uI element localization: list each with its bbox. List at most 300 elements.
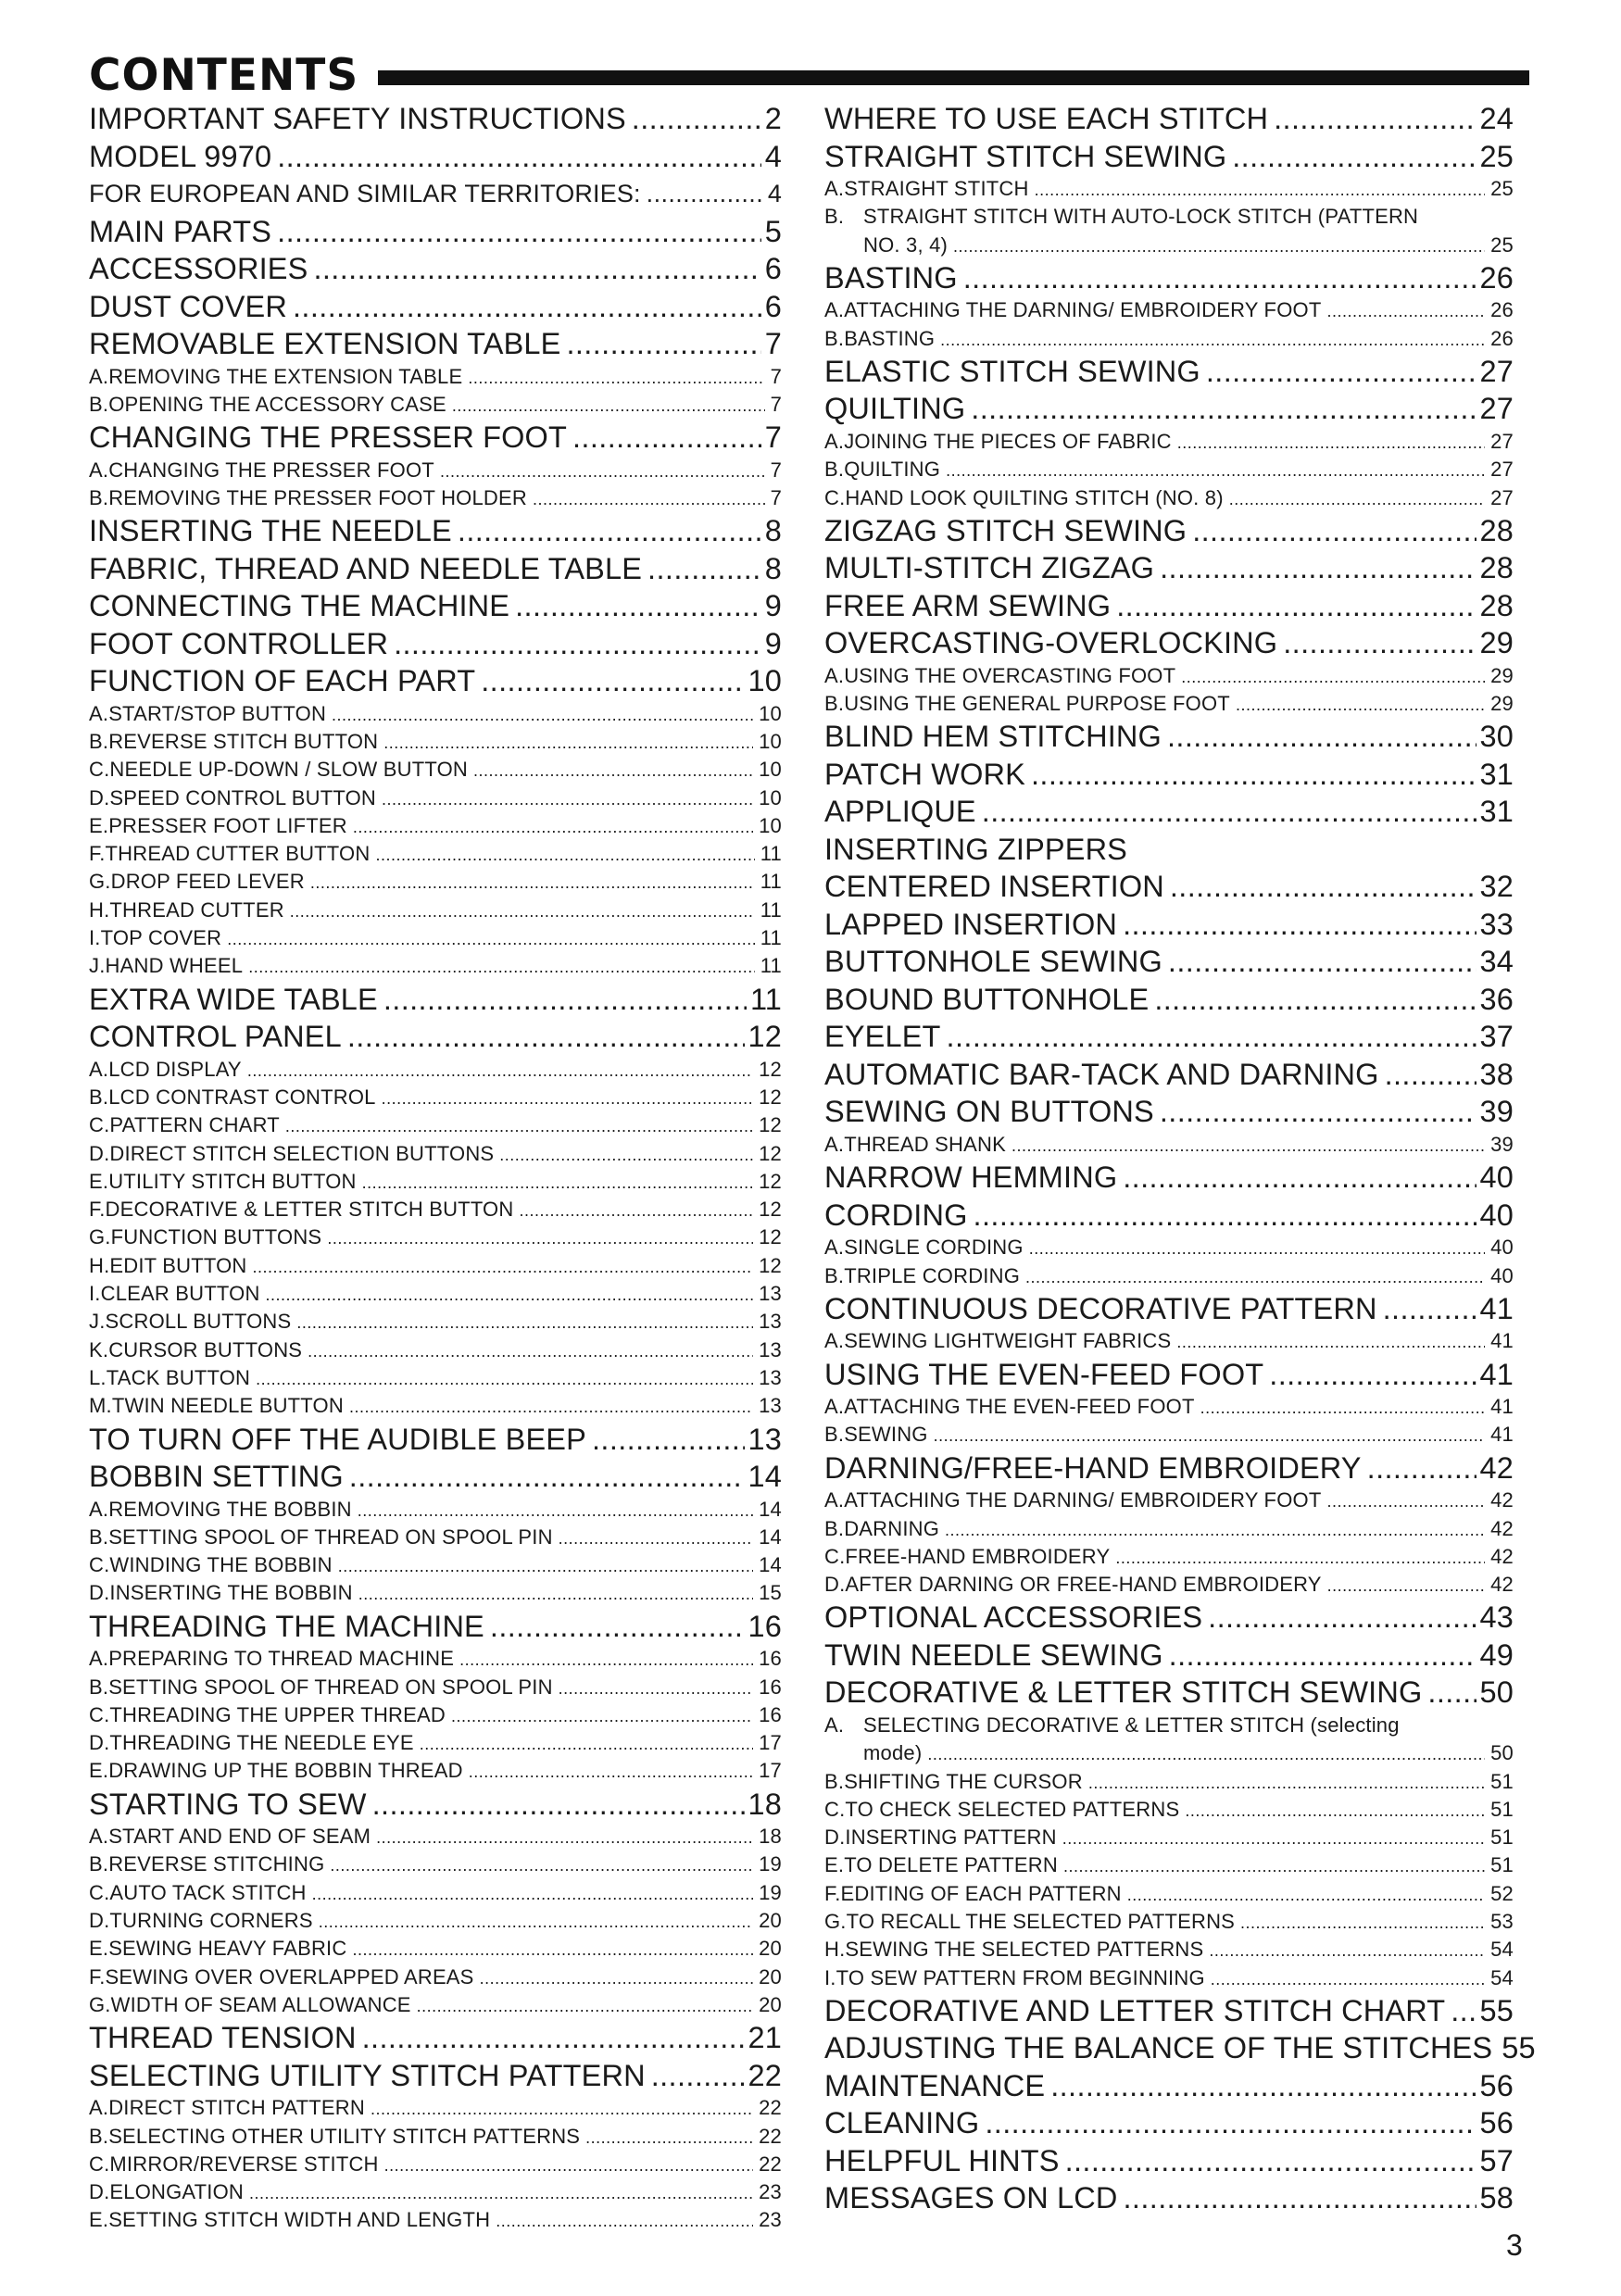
toc-subentry xyxy=(89,868,782,896)
dot-leader xyxy=(1169,1637,1476,1675)
toc-subentry-page: 13 xyxy=(759,1310,782,1334)
dot-leader xyxy=(458,512,761,550)
toc-subentry-letter: D. xyxy=(89,1581,110,1605)
dot-leader xyxy=(452,392,765,420)
toc-subentry-label: START AND END OF SEAM xyxy=(108,1825,371,1849)
dot-leader xyxy=(1192,512,1476,550)
dot-leader xyxy=(1274,100,1476,138)
dot-leader xyxy=(1367,1449,1476,1487)
dot-leader xyxy=(312,1880,753,1908)
dot-leader xyxy=(252,1253,753,1281)
dot-leader xyxy=(319,1908,753,1936)
toc-subentry-label: WINDING THE BOBBIN xyxy=(109,1553,333,1577)
toc-subentry-page: 42 xyxy=(1490,1573,1514,1597)
dot-leader xyxy=(1031,756,1476,794)
toc-subentry xyxy=(89,1056,782,1084)
dot-leader xyxy=(290,897,755,925)
toc-subentry xyxy=(89,1084,782,1111)
toc-right-column xyxy=(824,100,1536,2217)
toc-subentry-label: TO SEW PATTERN FROM BEGINNING xyxy=(836,1965,1205,1989)
toc-subentry-page: 27 xyxy=(1490,485,1514,509)
toc-subentry-page: 20 xyxy=(759,1992,782,2016)
toc-subentry-page: 7 xyxy=(770,392,782,416)
toc-entry-page: 33 xyxy=(1479,907,1514,941)
toc-subentry xyxy=(824,1936,1514,1964)
toc-entry-page: 21 xyxy=(748,2021,782,2055)
toc-entry xyxy=(824,512,1514,550)
toc-subentry-label: REMOVING THE BOBBIN xyxy=(108,1497,352,1521)
toc-subentry-label: THREAD CUTTER BUTTON xyxy=(105,842,371,866)
dot-leader xyxy=(308,1337,753,1365)
toc-subentry-letter: A. xyxy=(824,298,845,322)
toc-subentry-label: DECORATIVE & LETTER STITCH BUTTON xyxy=(105,1198,514,1222)
toc-subentry-page: 12 xyxy=(759,1141,782,1165)
toc-subentry-label: FUNCTION BUTTONS xyxy=(110,1225,322,1249)
toc-subentry-page: 11 xyxy=(760,954,782,978)
toc-entry-page: 41 xyxy=(1479,1291,1514,1325)
toc-entry-page: 5 xyxy=(764,214,782,248)
dot-leader xyxy=(266,1281,754,1309)
toc-subentry-label: REMOVING THE EXTENSION TABLE xyxy=(108,364,463,388)
dot-leader xyxy=(1283,624,1476,662)
toc-subentry-page: 42 xyxy=(1490,1516,1514,1540)
toc-subentry-letter: C. xyxy=(89,2152,110,2176)
toc-subentry-page: 40 xyxy=(1490,1236,1514,1260)
toc-entry xyxy=(824,831,1514,869)
toc-subentry-label: START/STOP BUTTON xyxy=(108,701,327,725)
toc-subentry-page: 13 xyxy=(759,1282,782,1306)
dot-leader xyxy=(1208,1599,1476,1637)
toc-subentry-letter: A. xyxy=(824,177,845,200)
toc-entry-page: 55 xyxy=(1479,1993,1514,2027)
toc-entry-label: BASTING xyxy=(824,260,958,295)
toc-subentry-letter: B. xyxy=(824,692,845,716)
page-header xyxy=(89,48,1529,104)
toc-subentry-letter: B. xyxy=(89,2124,109,2148)
dot-leader xyxy=(1050,2067,1476,2105)
dot-leader xyxy=(934,1422,1486,1449)
toc-subentry-label: NEEDLE UP-DOWN / SLOW BUTTON xyxy=(109,758,468,782)
title-rule xyxy=(378,70,1529,85)
toc-subentry-label: REVERSE STITCHING xyxy=(108,1852,325,1876)
toc-entry-label: BLIND HEM STITCHING xyxy=(824,720,1162,754)
toc-subentry xyxy=(89,1336,782,1364)
toc-entry xyxy=(824,1674,1514,1712)
toc-subentry-letter: L. xyxy=(89,1365,107,1389)
dot-leader xyxy=(927,1740,1485,1768)
toc-entry-page: 39 xyxy=(1479,1095,1514,1129)
toc-subentry-label: DIRECT STITCH SELECTION BUTTONS xyxy=(109,1141,495,1165)
toc-subentry-letter: J. xyxy=(89,954,106,978)
toc-entry-label: HELPFUL HINTS xyxy=(824,2143,1060,2177)
dot-leader xyxy=(248,953,755,981)
toc-entry xyxy=(89,2019,782,2057)
dot-leader xyxy=(349,1458,745,1496)
toc-subentry-letter: D. xyxy=(824,1573,846,1597)
toc-subentry-label: TO CHECK SELECTED PATTERNS xyxy=(845,1797,1180,1821)
toc-subentry-letter: F. xyxy=(89,1198,106,1222)
toc-entry-page: 9 xyxy=(764,589,782,623)
toc-subentry-letter: E. xyxy=(89,813,109,837)
dot-leader xyxy=(572,419,761,457)
toc-subentry xyxy=(824,1712,1514,1768)
toc-entry xyxy=(89,250,782,288)
toc-subentry-page: 14 xyxy=(759,1497,782,1521)
toc-subentry-letter: E. xyxy=(824,1853,845,1877)
toc-subentry-label-cont: mode) xyxy=(863,1741,923,1765)
toc-entry xyxy=(824,138,1514,176)
toc-subentry-page: 13 xyxy=(759,1365,782,1389)
toc-subentry xyxy=(89,1140,782,1168)
toc-subentry xyxy=(89,924,782,952)
toc-entry-page: 18 xyxy=(748,1787,782,1821)
toc-subentry-page: 41 xyxy=(1490,1423,1514,1447)
toc-subentry-page: 14 xyxy=(759,1524,782,1549)
toc-subentry-line xyxy=(824,203,1514,231)
dot-leader xyxy=(1124,2179,1476,2217)
toc-subentry xyxy=(824,1824,1514,1851)
toc-subentry-label: SEWING THE SELECTED PATTERNS xyxy=(845,1938,1204,1962)
toc-entry-label: SELECTING UTILITY STITCH PATTERN xyxy=(89,2058,646,2092)
dot-leader xyxy=(1327,1572,1485,1600)
toc-entry xyxy=(89,288,782,326)
toc-subentry xyxy=(89,840,782,868)
toc-subentry xyxy=(824,296,1514,324)
toc-entry-page: 28 xyxy=(1479,551,1514,585)
toc-subentry-page: 12 xyxy=(759,1085,782,1109)
toc-entry-page: 26 xyxy=(1479,260,1514,295)
toc-subentry-label: DRAWING UP THE BOBBIN THREAD xyxy=(108,1759,463,1783)
toc-entry-label: DECORATIVE & LETTER STITCH SEWING xyxy=(824,1675,1423,1710)
toc-subentry-letter: H. xyxy=(824,1938,846,1962)
toc-entry-label: EXTRA WIDE TABLE xyxy=(89,982,378,1016)
toc-subentry-page: 50 xyxy=(1490,1741,1514,1765)
dot-leader xyxy=(277,213,761,251)
dot-leader xyxy=(1451,1992,1476,2030)
dot-leader xyxy=(1185,1797,1485,1825)
toc-entry-label: SEWING ON BUTTONS xyxy=(824,1095,1154,1129)
toc-subentry xyxy=(89,1392,782,1420)
toc-subentry-letter: B. xyxy=(89,485,109,509)
toc-subentry-page: 51 xyxy=(1490,1769,1514,1793)
toc-entry-page: 28 xyxy=(1479,513,1514,547)
toc-entry-label: STRAIGHT STITCH SEWING xyxy=(824,139,1227,173)
toc-subentry xyxy=(824,1880,1514,1908)
toc-subentry-page: 40 xyxy=(1490,1263,1514,1287)
toc-subentry-page: 27 xyxy=(1490,458,1514,482)
dot-leader xyxy=(647,550,761,588)
dot-leader xyxy=(383,981,747,1019)
toc-subentry xyxy=(824,1908,1514,1936)
toc-entry-label: USING THE EVEN-FEED FOOT xyxy=(824,1357,1264,1391)
toc-subentry-page: 42 xyxy=(1490,1544,1514,1568)
toc-entry-page: 8 xyxy=(764,551,782,585)
dot-leader xyxy=(1177,429,1485,457)
dot-leader xyxy=(592,1421,745,1459)
toc-subentry-label: UTILITY STITCH BUTTON xyxy=(108,1169,357,1193)
toc-entry xyxy=(824,353,1514,391)
toc-subentry-label: SHIFTING THE CURSOR xyxy=(844,1769,1083,1793)
toc-entry-page: 14 xyxy=(748,1460,782,1494)
toc-entry-page: 9 xyxy=(764,626,782,660)
toc-subentry xyxy=(824,1851,1514,1879)
toc-entry-page: 57 xyxy=(1479,2143,1514,2177)
dot-leader xyxy=(1385,1056,1476,1094)
toc-subentry xyxy=(89,1223,782,1251)
dot-leader xyxy=(1115,1544,1485,1572)
toc-subentry-letter: G. xyxy=(89,1992,111,2016)
toc-subentry-label: TO DELETE PATTERN xyxy=(844,1853,1058,1877)
toc-subentry-label: TWIN NEEDLE BUTTON xyxy=(111,1394,344,1418)
dot-leader xyxy=(1206,353,1476,391)
toc-entry-label: FOOT CONTROLLER xyxy=(89,626,389,660)
toc-subentry-page: 16 xyxy=(759,1702,782,1726)
toc-subentry-label: EDIT BUTTON xyxy=(109,1253,247,1277)
toc-subentry-page: 12 xyxy=(759,1113,782,1137)
toc-entry-label: BOBBIN SETTING xyxy=(89,1460,344,1494)
toc-subentry-letter: C. xyxy=(89,1553,110,1577)
toc-subentry-letter: D. xyxy=(89,1731,110,1755)
toc-subentry-label: BASTING xyxy=(844,326,936,350)
toc-entry xyxy=(89,2057,782,2095)
toc-subentry-page: 10 xyxy=(759,785,782,809)
toc-subentry-letter: A. xyxy=(89,2096,109,2120)
toc-entry-page: 11 xyxy=(749,982,782,1016)
toc-entry-label: MAINTENANCE xyxy=(824,2068,1046,2102)
toc-subentry-letter: K. xyxy=(89,1337,109,1361)
toc-subentry-label: LCD CONTRAST CONTROL xyxy=(108,1085,376,1109)
toc-subentry-label: QUILTING xyxy=(844,458,941,482)
toc-subentry xyxy=(89,2206,782,2234)
toc-entry-label: FOR EUROPEAN AND SIMILAR TERRITORIES: xyxy=(89,180,641,207)
toc-subentry-letter: B. xyxy=(89,392,109,416)
toc-entry-page: 56 xyxy=(1479,2106,1514,2140)
toc-entry-page: 25 xyxy=(1479,139,1514,173)
toc-entry xyxy=(89,662,782,700)
toc-subentry xyxy=(824,1131,1514,1159)
toc-entry xyxy=(824,259,1514,297)
toc-entry xyxy=(89,550,782,588)
toc-subentry xyxy=(89,700,782,728)
dot-leader xyxy=(1025,1263,1485,1291)
toc-subentry-letter: E. xyxy=(89,1759,109,1783)
toc-subentry xyxy=(89,1964,782,1991)
toc-entry xyxy=(89,1421,782,1459)
toc-entry-label: MODEL 9970 xyxy=(89,139,272,173)
toc-subentry-label: THREAD SHANK xyxy=(844,1132,1006,1156)
dot-leader xyxy=(376,1824,753,1851)
dot-leader xyxy=(1232,138,1476,176)
dot-leader xyxy=(362,1169,754,1197)
toc-entry-label: OPTIONAL ACCESSORIES xyxy=(824,1600,1203,1635)
toc-subentry xyxy=(824,1796,1514,1824)
toc-subentry-letter: C. xyxy=(824,485,846,509)
toc-subentry-page: 10 xyxy=(759,701,782,725)
toc-entry xyxy=(824,2067,1514,2105)
toc-subentry-page: 11 xyxy=(760,842,782,866)
toc-entry-page: 2 xyxy=(764,102,782,135)
dot-leader xyxy=(330,1851,753,1879)
toc-subentry xyxy=(89,756,782,784)
toc-subentry xyxy=(89,1551,782,1579)
toc-entry-page: 28 xyxy=(1479,588,1514,622)
toc-subentry-page: 20 xyxy=(759,1909,782,1933)
toc-subentry-label: SETTING STITCH WIDTH AND LENGTH xyxy=(108,2208,491,2232)
toc-entry-page: 13 xyxy=(748,1422,782,1456)
toc-subentry-letter: B. xyxy=(824,1263,845,1287)
toc-entry xyxy=(824,756,1514,794)
toc-entry xyxy=(89,175,782,213)
dot-leader xyxy=(559,1524,753,1552)
toc-entry xyxy=(824,1637,1514,1675)
toc-subentry-page: 20 xyxy=(759,1964,782,1989)
toc-entry-page: 24 xyxy=(1479,102,1514,135)
toc-subentry-letter: D. xyxy=(89,1141,110,1165)
toc-subentry xyxy=(89,1729,782,1757)
toc-subentry-label: AFTER DARNING OR FREE-HAND EMBROIDERY xyxy=(845,1573,1322,1597)
toc-subentry xyxy=(824,428,1514,456)
toc-subentry-label: LCD DISPLAY xyxy=(108,1057,242,1081)
toc-subentry-letter: A. xyxy=(89,701,109,725)
toc-subentry-page: 54 xyxy=(1490,1938,1514,1962)
toc-entry-page: 32 xyxy=(1479,870,1514,904)
toc-subentry-letter: A. xyxy=(89,458,109,482)
dot-leader xyxy=(1123,1159,1476,1197)
toc-subentry-letter: A. xyxy=(824,1488,845,1512)
toc-entry-label: BOUND BUTTONHOLE xyxy=(824,982,1150,1016)
toc-subentry xyxy=(89,2094,782,2122)
toc-entry-label: FABRIC, THREAD AND NEEDLE TABLE xyxy=(89,551,643,585)
toc-entry-page: 41 xyxy=(1479,1357,1514,1391)
toc-subentry-page: 11 xyxy=(760,897,782,922)
dot-leader xyxy=(382,785,753,813)
page-title: CONTENTS xyxy=(89,50,359,101)
toc-subentry-letter: G. xyxy=(89,870,111,894)
toc-subentry-page: 39 xyxy=(1490,1132,1514,1156)
toc-entry-page: 43 xyxy=(1479,1600,1514,1635)
toc-entry xyxy=(824,1197,1514,1235)
toc-subentry-page: 23 xyxy=(759,2180,782,2204)
toc-subentry-page: 19 xyxy=(759,1852,782,1876)
dot-leader xyxy=(651,2057,745,2095)
toc-entry xyxy=(89,1458,782,1496)
dot-leader xyxy=(256,1365,753,1393)
toc-subentry-letter: C. xyxy=(89,1880,110,1904)
dot-leader xyxy=(372,1786,745,1824)
toc-subentry-letter: C. xyxy=(824,1544,846,1568)
toc-subentry-label: TACK BUTTON xyxy=(106,1365,251,1389)
toc-subentry-line xyxy=(824,1739,1514,1768)
toc-subentry-label: REVERSE STITCH BUTTON xyxy=(108,729,379,753)
dot-leader xyxy=(947,1018,1476,1056)
toc-entry-label: PATCH WORK xyxy=(824,757,1025,791)
toc-entry-label: QUILTING xyxy=(824,392,966,426)
dot-leader xyxy=(459,1646,753,1674)
toc-subentry xyxy=(824,1768,1514,1796)
toc-subentry-label: PRESSER FOOT LIFTER xyxy=(108,813,347,837)
toc-subentry xyxy=(824,456,1514,483)
dot-leader xyxy=(338,1552,753,1580)
toc-subentry xyxy=(89,1935,782,1963)
toc-entry-page: 49 xyxy=(1479,1637,1514,1672)
toc-subentry-letter: D. xyxy=(89,1909,110,1933)
toc-entry-page: 12 xyxy=(748,1020,782,1054)
toc-subentry-letter: B. xyxy=(824,1769,845,1793)
toc-entry-label: CONNECTING THE MACHINE xyxy=(89,589,510,623)
toc-subentry xyxy=(824,1262,1514,1290)
dot-leader xyxy=(1427,1674,1476,1712)
toc-subentry-page: 25 xyxy=(1490,177,1514,200)
toc-entry xyxy=(89,1786,782,1824)
toc-subentry-letter: G. xyxy=(89,1225,111,1249)
toc-subentry-letter: A. xyxy=(89,1825,109,1849)
dot-leader xyxy=(496,2207,753,2235)
toc-entry-page: 7 xyxy=(764,420,782,455)
dot-leader xyxy=(1229,485,1485,513)
toc-subentry xyxy=(824,1234,1514,1261)
toc-subentry xyxy=(89,1168,782,1196)
toc-subentry-letter: A. xyxy=(89,1647,109,1671)
toc-entry-page: 42 xyxy=(1479,1450,1514,1485)
toc-subentry-label: STRAIGHT STITCH WITH AUTO-LOCK STITCH (PATTERN xyxy=(863,205,1419,229)
toc-subentry xyxy=(824,203,1514,259)
dot-leader xyxy=(647,175,764,213)
toc-subentry-letter: A. xyxy=(89,1057,109,1081)
toc-entry-label: REMOVABLE EXTENSION TABLE xyxy=(89,327,561,360)
toc-entry-label: DECORATIVE AND LETTER STITCH CHART xyxy=(824,1993,1446,2027)
toc-subentry-label: TURNING CORNERS xyxy=(109,1909,313,1933)
toc-entry xyxy=(89,213,782,251)
toc-subentry-page: 12 xyxy=(759,1057,782,1081)
toc-entry-label: CORDING xyxy=(824,1198,968,1232)
dot-leader xyxy=(519,1197,753,1224)
toc-subentry-letter: E. xyxy=(89,2208,109,2232)
toc-entry-page: 7 xyxy=(764,327,782,360)
toc-subentry xyxy=(89,1907,782,1935)
toc-subentry-letter: F. xyxy=(89,842,106,866)
toc-subentry xyxy=(824,1487,1514,1514)
dot-leader xyxy=(473,757,753,784)
toc-subentry-label: CHANGING THE PRESSER FOOT xyxy=(108,458,434,482)
dot-leader xyxy=(1065,2142,1476,2180)
dot-leader xyxy=(480,1964,754,1992)
dot-leader xyxy=(1167,718,1476,756)
toc-subentry xyxy=(89,2178,782,2206)
toc-entry xyxy=(824,549,1514,587)
toc-subentry xyxy=(89,391,782,419)
toc-subentry-letter: B. xyxy=(824,1423,845,1447)
toc-subentry-label: THREADING THE NEEDLE EYE xyxy=(109,1731,414,1755)
dot-leader xyxy=(440,458,765,485)
toc-entry-label: DUST COVER xyxy=(89,289,287,323)
toc-subentry-label: SELECTING DECORATIVE & LETTER STITCH (selecting xyxy=(863,1713,1400,1737)
toc-subentry xyxy=(824,1543,1514,1571)
toc-entry-label: INSERTING ZIPPERS xyxy=(824,832,1128,866)
dot-leader xyxy=(375,841,754,869)
toc-entry-page: 4 xyxy=(767,180,782,207)
toc-entry xyxy=(824,587,1514,625)
dot-leader xyxy=(1209,1937,1485,1964)
toc-entry-page: 56 xyxy=(1479,2068,1514,2102)
dot-leader xyxy=(974,1197,1476,1235)
toc-entry-label: EYELET xyxy=(824,1020,941,1054)
toc-subentry-label: PATTERN CHART xyxy=(109,1113,280,1137)
toc-subentry xyxy=(824,175,1514,203)
dot-leader xyxy=(1063,1852,1485,1880)
dot-leader xyxy=(285,1112,753,1140)
toc-subentry-page: 52 xyxy=(1490,1881,1514,1905)
toc-subentry xyxy=(89,1851,782,1878)
